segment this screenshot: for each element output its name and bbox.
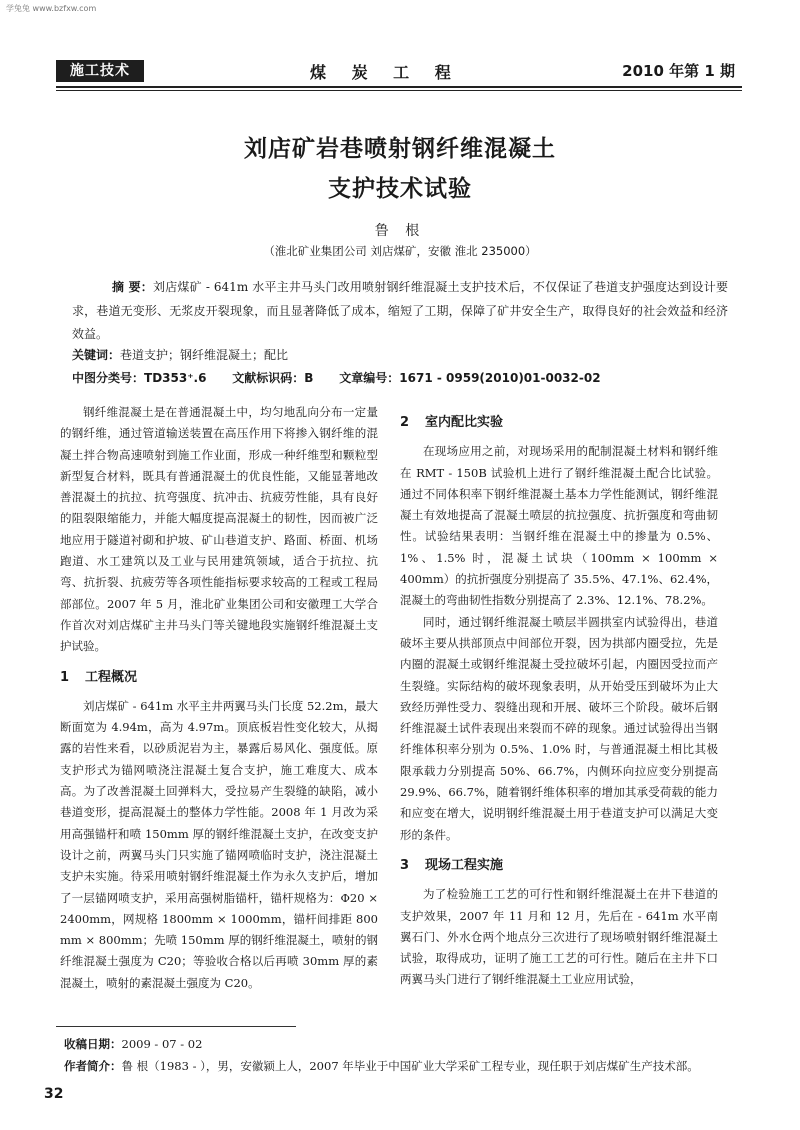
section-3-heading: 3 现场工程实施 xyxy=(400,857,504,873)
section-2-paragraph-2: 同时，通过钢纤维混凝土喷层半圆拱室内试验得出，巷道破坏主要从拱部顶点中间部位开裂，因为拱部内圈受拉，先是内圈的混凝土或钢纤维混凝土受拉破坏引起，内圈因受拉而产生裂缝。实际结构的破坏现象表明，从开始受压到破坏为止大致经历弹性受力、裂缝出现和开展、破坏三个阶段。破坏后钢纤维混凝土试件表现出来裂而不碎的现象。通过试验得出当钢纤维体积率分别为 0.5%、1.0% 时，与普通混凝土相比其极限承载力分别提高 50%、66.7%，内侧环向拉应变分别提高 29.9%、66.7%，随着钢纤维体积率的增加其承受荷载的能力和应变在增大，说明钢纤维混凝土用于巷道支护可以满足大变形的条件。 xyxy=(400,614,718,842)
header-rule xyxy=(56,86,742,88)
section-3-paragraph-1: 为了检验施工工艺的可行性和钢纤维混凝土在井下巷道的支护效果，2007 年 11 月和 12 月，先后在 - 641m 水平南翼石门、外水仓两个地点分三次进行了现场喷射钢纤维混凝土试验，取得成功，证明了施工工艺的可行性。随后在主井下口两翼马头门进行了钢纤维混凝土工业应用试验， xyxy=(400,887,718,987)
abstract xyxy=(72,276,728,347)
classification-line xyxy=(72,369,752,386)
issue-label: 2010 年第 1 期 xyxy=(622,62,735,80)
section-2-heading: 2 室内配比实验 xyxy=(400,415,504,430)
footnote-author: 作者简介：鲁 根（1983 - ），男，安徽颍上人，2007 年毕业于中国矿业大学采矿工程专业，现任职于刘店煤矿生产技术部。 xyxy=(64,1059,699,1073)
abstract-text: 刘店煤矿 - 641m 水平主井马头门改用喷射钢纤维混凝土支护技术后，不仅保证了巷道支护强度达到设计要求，巷道无变形、无浆皮开裂现象，而且显著降低了成本，缩短了工期，保障了矿井安全生产，取得良好的社会效益和经济效益。 xyxy=(72,280,728,341)
intro-paragraph: 钢纤维混凝土是在普通混凝土中，均匀地乱向分布一定量的钢纤维，通过管道输送装置在高压作用下将掺入钢纤维的混凝土拌合物高速喷射到施工作业面，形成一种纤维型和颗粒型新型复合材料，既具有普通混凝土的优良性能，又能显著地改善混凝土的抗拉、抗弯强度、抗冲击、抗疲劳性能，具有良好的阻裂限缩能力，并能大幅度提高混凝土的韧性，因而被广泛地应用于隧道衬砌和护坡、矿山巷道支护、路面、桥面、机场跑道、水工建筑以及工业与民用建筑领域，适合于抗拉、抗弯、抗折裂、抗疲劳等各项性能指标要求较高的工程或工程局部部位。2007 年 5 月，淮北矿业集团公司和安徽理工大学合作首次对刘店煤矿主井马头门等关键地段实施钢纤维混凝土支护试验。 xyxy=(60,405,378,654)
clc-label: 中图分类号： xyxy=(72,371,145,385)
header-rule-thin xyxy=(56,90,742,91)
paper-title-line2: 支护技术试验 xyxy=(328,176,472,202)
left-column xyxy=(60,402,378,994)
article-id-value: 1671 - 0959(2010)01-0032-02 xyxy=(399,371,601,385)
paper-title-line1: 刘店矿岩巷喷射钢纤维混凝土 xyxy=(244,136,556,162)
article-id-label: 文章编号： xyxy=(339,371,400,385)
section-2-paragraph-1: 在现场应用之前，对现场采用的配制混凝土材料和钢纤维在 RMT - 150B 试验机上进行了钢纤维混凝土配合比试验。通过不同体积率下钢纤维混凝土基本力学性能测试，钢纤维混凝土有效地提高了混凝土喷层的抗拉强度、抗折强度和弯曲韧性。试验结果表明：当钢纤维在混凝土中的掺量为 0.5%、1%、1.5% 时，混凝土试块（100mm × 100mm × 400mm）的抗折强度分别提高了 35.5%、47.1%、62.4%，混凝土的弯曲韧性指数分别提高了 2.3%、12.1%、78.2%。 xyxy=(400,444,719,608)
keywords xyxy=(72,346,288,363)
right-column xyxy=(400,412,718,991)
footnote-rule xyxy=(56,1026,296,1027)
keywords-text: 巷道支护；钢纤维混凝土；配比 xyxy=(120,348,289,362)
section-tag: 施工技术 xyxy=(56,60,144,82)
clc-value: TD353⁺.6 xyxy=(144,371,207,385)
footnote-received: 收稿日期：2009 - 07 - 02 xyxy=(64,1037,203,1051)
section-1-heading: 1 工程概况 xyxy=(60,669,138,685)
doc-code-value: B xyxy=(304,371,314,385)
author-name: 鲁 根 xyxy=(374,223,426,239)
site-watermark: 学兔兔 www.bzfxw.com xyxy=(6,4,97,13)
journal-name: 煤 炭 工 程 xyxy=(310,63,461,82)
author-affiliation: （淮北矿业集团公司 刘店煤矿，安徽 淮北 235000） xyxy=(263,244,537,258)
doc-code-label: 文献标识码： xyxy=(232,371,305,385)
page-number: 32 xyxy=(44,1086,64,1102)
abstract-label: 摘 要： xyxy=(112,280,153,294)
keywords-label: 关键词： xyxy=(72,348,121,362)
section-1-paragraph: 刘店煤矿 - 641m 水平主井两翼马头门长度 52.2m，最大断面宽为 4.94m，高为 4.97m。顶底板岩性变化较大，从揭露的岩性来看，以砂质泥岩为主，暴露后易风化、强度低。原支护形式为锚网喷浇注混凝土复合支护，施工难度大、成本高。为了改善混凝土回弹料大，受拉易产生裂缝的缺陷，减小巷道变形，提高混凝土的整体力学性能。2008 年 1 月改为采用高强锚杆和喷 150mm 厚的钢纤维混凝土支护，在改变支护设计之前，两翼马头门只实施了锚网喷临时支护，浇注混凝土支护未实施。待采用喷射钢纤维混凝土作为永久支护后，增加了一层锚网喷支护，采用高强树脂锚杆，锚杆规格为：Φ20 × 2400mm，网规格 1800mm × 1000mm，锚杆间排距 800 mm × 800mm；先喷 150mm 厚的钢纤维混凝土，喷射的钢纤维混凝土强度为 C20；等验收合格以后再喷 30mm 厚的素混凝土，喷射的素混凝土强度为 C20。 xyxy=(60,698,378,990)
